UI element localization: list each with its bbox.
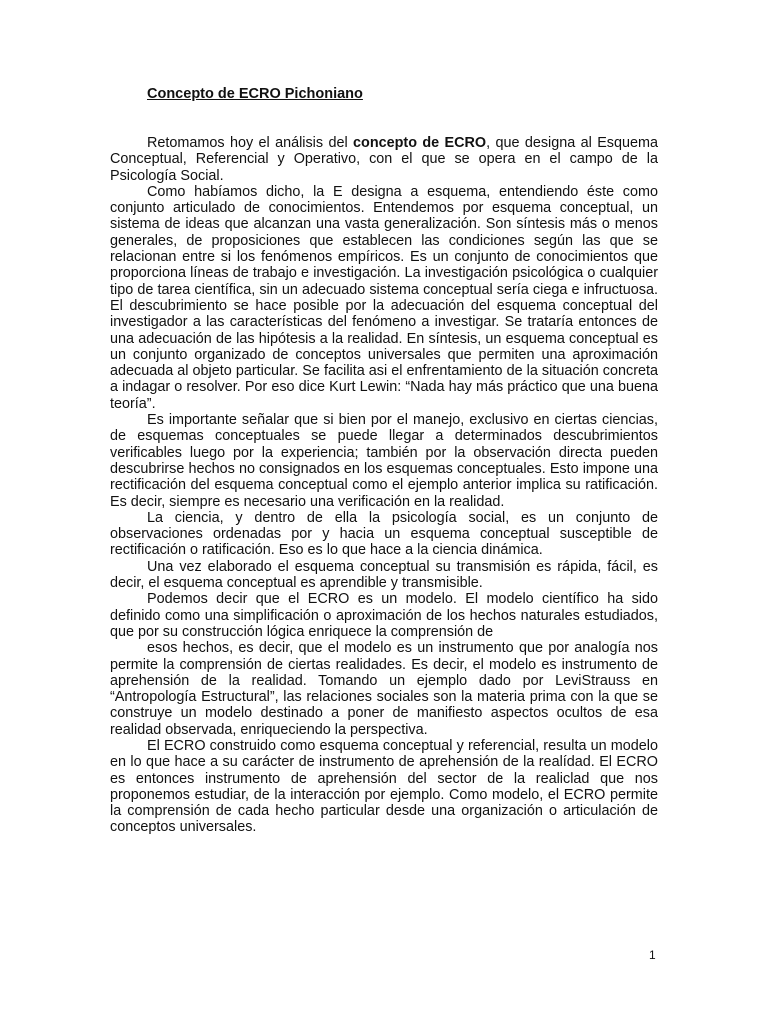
paragraph-1-text-after: , que designa al Esquema Conceptual, Referencial y Operativo, con el que se opera en el campo de la Psicología Social. [110,135,658,184]
paragraph-5: Una vez elaborado el esquema conceptual su transmisión es rápida, fácil, es decir, el esquema conceptual es aprendible y transmisible. [110,558,658,592]
paragraph-4: La ciencia, y dentro de ella la psicología social, es un conjunto de observaciones ordenadas por y hacia un esquema conceptual susceptible de rectificación o ratificación. Eso es lo que hace a la ciencia dinámica. [110,509,658,559]
paragraph-1 [110,135,658,184]
paragraph-2: Como habíamos dicho, la E designa a esquema, entendiendo éste como conjunto articulado de conocimientos. Entendemos por esquema conceptual, un sistema de ideas que alcanzan una vasta generalización. Son síntesis más o menos generales, de proposiciones que establecen las condiciones según las que se relacionan entre si los fenómenos empíricos. Es un conjunto de conocimientos que proporciona líneas de trabajo e investigación. La investigación psicológica o cualquier tipo de tarea científica, sin un adecuado sistema conceptual sería ciega e infructuosa. El descubrimiento se hace posible por la adecuación del esquema conceptual del investigador a las características del fenómeno a investigar. Se trataría entonces de una adecuación de las hipótesis a la realidad. En síntesis, un esquema conceptual es un conjunto organizado de conceptos universales que permiten una aproximación adecuada al objeto particular. Se facilita asi el enfrentamiento de la situación concreta a indagar o resolver. Por eso dice Kurt Lewin: “Nada hay más práctico que una buena teoría”. [110,183,658,412]
paragraph-8: El ECRO construido como esquema conceptual y referencial, resulta un modelo en lo que hace a su carácter de instrumento de aprehensión de la realídad. El ECRO es entonces instrumento de aprehensión del sector de la realiclad que nos proponemos estudiar, de la interacción por ejemplo. Como modelo, el ECRO permite la comprensión de cada hecho particular desde una organización o articulación de conceptos universales. [110,737,658,836]
document-body [110,135,658,836]
paragraph-7: esos hechos, es decir, que el modelo es un instrumento que por analogía nos permite la comprensión de ciertas realidades. Es decir, el modelo es instrumento de aprehensión de la realidad. Tomando un ejemplo dado por LeviStrauss en “Antropología Estructural”, las relaciones sociales son la materia prima con la que se construye un modelo destinado a poner de manifiesto aspectos ocultos de esa realidad observada, enriqueciendo la perspectiva. [110,640,658,738]
paragraph-3: Es importante señalar que si bien por el manejo, exclusivo en ciertas ciencias, de esquemas conceptuales se puede llegar a determinados descubrimientos verificables luego por la experiencia; también por la observación directa pueden descubrirse hechos no consignados en los esquemas conceptuales. Esto impone una rectificación del esquema conceptual como el ejemplo anterior implica su ratificación. Es decir, siempre es necesario una verificación en la realidad. [110,412,658,510]
document-title: Concepto de ECRO Pichoniano [147,86,363,102]
paragraph-1-bold-term: concepto de ECRO [353,135,487,151]
paragraph-1-text-before: Retomamos hoy el análisis del [147,135,354,151]
paragraph-6: Podemos decir que el ECRO es un modelo. El modelo científico ha sido definido como una simplificación o aproximación de los hechos naturales estudiados, que por su construcción lógica enriquece la comprensión de [110,591,658,640]
page-number: 1 [649,948,656,962]
